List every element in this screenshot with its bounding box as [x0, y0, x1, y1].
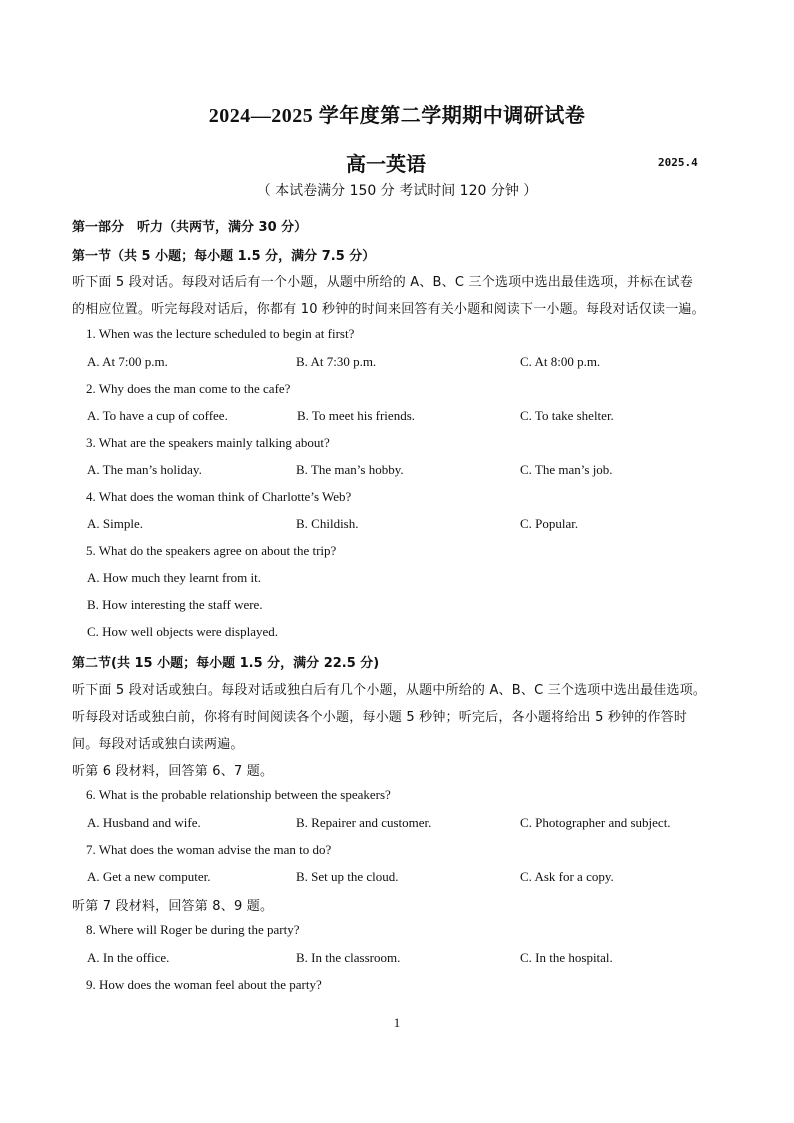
question-stem: 4. What does the woman think of Charlotte’s Web?: [86, 489, 352, 504]
option-a: A. To have a cup of coffee.: [87, 408, 228, 423]
option-c: C. The man’s job.: [520, 462, 613, 477]
subject-title: 高一英语: [346, 154, 426, 176]
option-b: B. Repairer and customer.: [296, 815, 432, 830]
option-a: A. Simple.: [87, 516, 143, 531]
material-6-note: 听第 6 段材料，回答第 6、7 题。: [72, 764, 274, 779]
exam-title: 2024—2025 学年度第二学期期中调研试卷: [208, 105, 586, 127]
option-c: C. Popular.: [520, 516, 579, 531]
question-stem: 2. Why does the man come to the cafe?: [86, 381, 291, 396]
option-a: A. Husband and wife.: [87, 815, 201, 830]
option-c: C. To take shelter.: [520, 408, 614, 423]
option-a: A. Get a new computer.: [87, 869, 211, 884]
option-b: B. The man’s hobby.: [296, 462, 404, 477]
option-a: A. How much they learnt from it.: [87, 570, 262, 585]
section2-instructions-line3: 间。每段对话或独白读两遍。: [72, 737, 244, 752]
option-c: C. Photographer and subject.: [520, 815, 671, 830]
option-a: A. The man’s holiday.: [87, 462, 202, 477]
option-b: B. In the classroom.: [296, 950, 401, 965]
part1-heading: 第一部分 听力（共两节，满分 30 分）: [72, 220, 308, 235]
exam-date: 2025.4: [658, 156, 698, 169]
option-c: C. How well objects were displayed.: [87, 624, 278, 639]
option-b: B. Set up the cloud.: [296, 869, 399, 884]
section2-heading: 第二节(共 15 小题；每小题 1.5 分，满分 22.5 分): [72, 656, 380, 671]
question-stem: 7. What does the woman advise the man to do?: [86, 842, 332, 857]
question-stem: 1. When was the lecture scheduled to begin at first?: [86, 326, 355, 341]
option-c: C. Ask for a copy.: [520, 869, 614, 884]
section2-instructions-line2: 听每段对话或独白前，你将有时间阅读各个小题，每小题 5 秒钟；听完后，各小题将给出 5 秒钟的作答时: [72, 710, 688, 725]
material-7-note: 听第 7 段材料，回答第 8、9 题。: [72, 899, 274, 914]
section1-instructions-line1: 听下面 5 段对话。每段对话后有一个小题，从题中所给的 A、B、C 三个选项中选出最佳选项，并标在试卷: [72, 275, 693, 290]
option-c: C. In the hospital.: [520, 950, 613, 965]
option-a: A. In the office.: [87, 950, 170, 965]
section2-instructions-line1: 听下面 5 段对话或独白。每段对话或独白后有几个小题，从题中所给的 A、B、C 三个选项中选出最佳选项。: [72, 683, 707, 698]
option-b: B. At 7:30 p.m.: [296, 354, 377, 369]
question-stem: 9. How does the woman feel about the party?: [86, 977, 322, 992]
option-b: B. Childish.: [296, 516, 359, 531]
exam-info: （ 本试卷满分 150 分 考试时间 120 分钟 ）: [256, 183, 538, 199]
section1-instructions-line2: 的相应位置。听完每段对话后，你都有 10 秒钟的时间来回答有关小题和阅读下一小题。每段对话仅读一遍。: [72, 302, 705, 317]
page-number: 1: [393, 1015, 401, 1030]
question-stem: 3. What are the speakers mainly talking about?: [86, 435, 330, 450]
question-stem: 8. Where will Roger be during the party?: [86, 922, 300, 937]
option-b: B. To meet his friends.: [297, 408, 416, 423]
option-b: B. How interesting the staff were.: [87, 597, 263, 612]
question-stem: 5. What do the speakers agree on about the trip?: [86, 543, 337, 558]
option-a: A. At 7:00 p.m.: [87, 354, 168, 369]
option-c: C. At 8:00 p.m.: [520, 354, 601, 369]
question-stem: 6. What is the probable relationship between the speakers?: [86, 787, 391, 802]
section1-heading: 第一节（共 5 小题；每小题 1.5 分，满分 7.5 分）: [72, 249, 376, 264]
